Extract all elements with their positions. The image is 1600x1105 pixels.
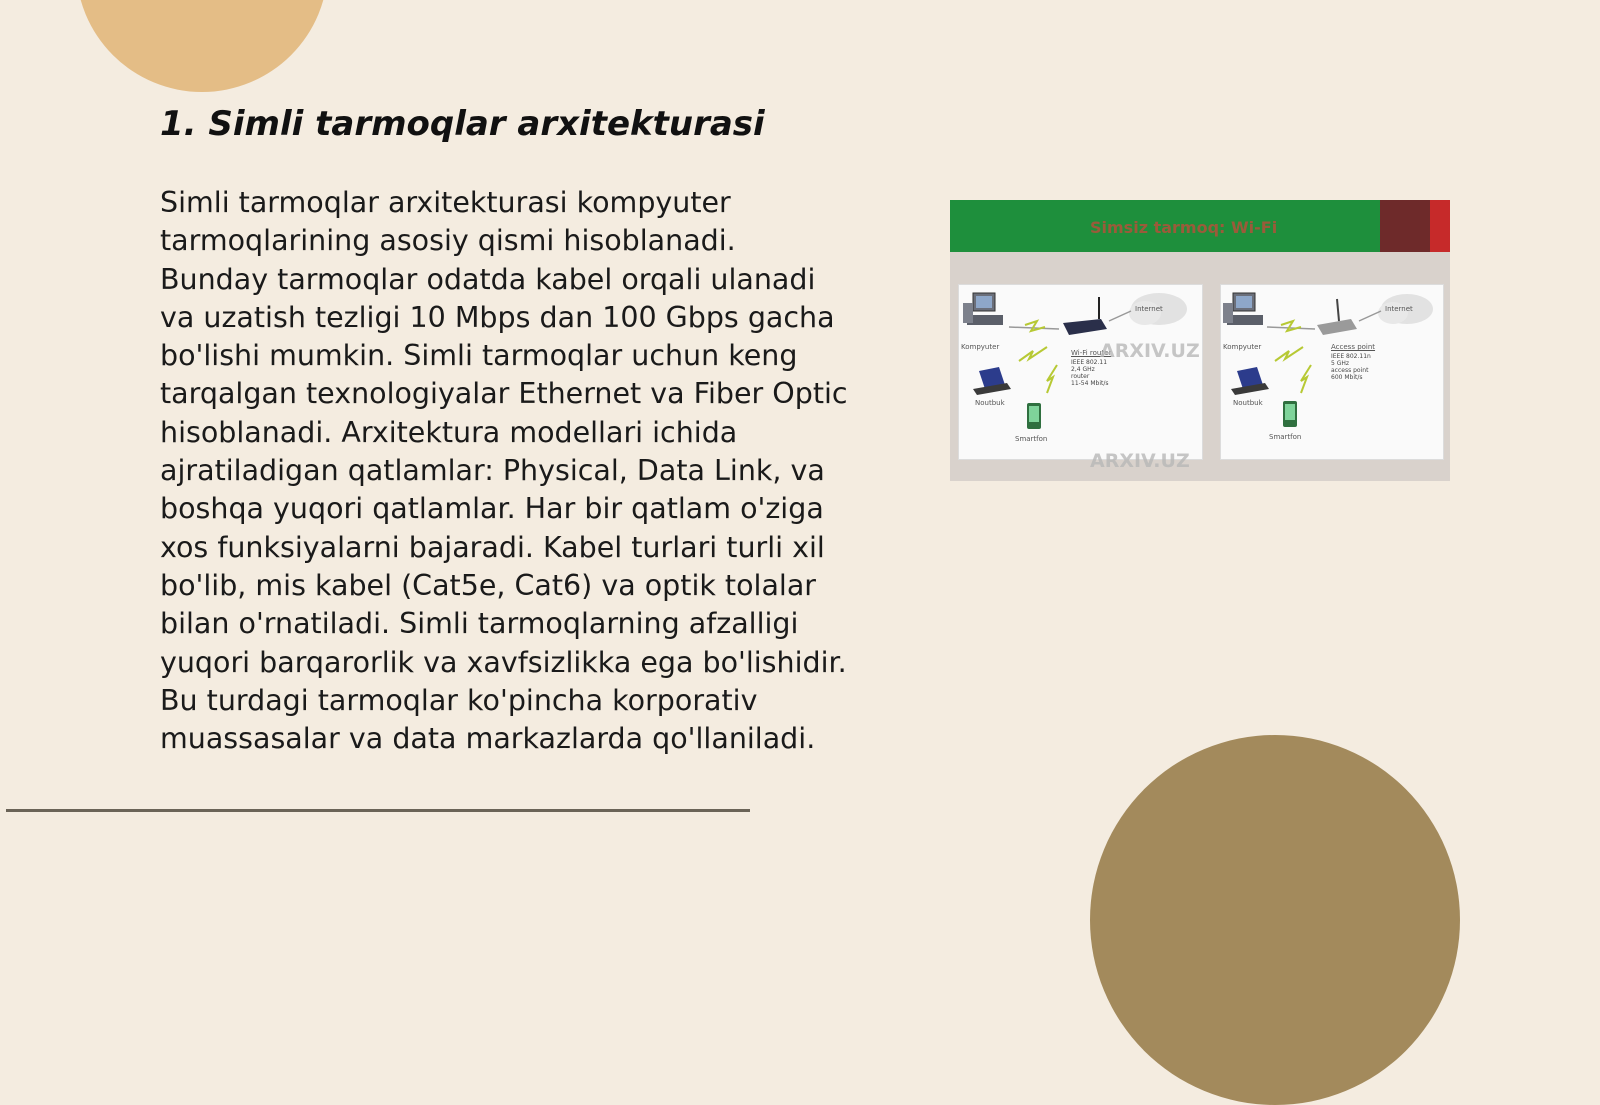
router-note: IEEE 802.11 2,4 GHz router 11-54 Mbit/s [1071, 359, 1109, 387]
slide-title: 1. Simli tarmoqlar arxitekturasi [160, 104, 765, 144]
slide-body-text: Simli tarmoqlar arxitekturasi kompyuter tarmoqlarining asosiy qismi hisoblanadi. Bunday tarmoqlar odatda kabel orqali ulanadi va uzatish tezligi 10 Mbps dan 100 Gbps gacha bo'lishi mumkin. Simli tarmoqlar uchun keng tarqalgan texnologiyalar Ethernet va Fiber Optic hisoblanadi. Arxitektura modellari ichida ajratiladigan qatlamlar: Physical, Data Link, va boshqa yuqori qatlamlar. Har bir qatlam o'ziga xos funksiyalarni bajaradi. Kabel turlari turli xil bo'lib, mis kabel (Cat5e, Cat6) va optik tolalar bilan o'rnatiladi. Simli tarmoqlarning afzalligi yuqori barqarorlik va xavfsizlikka ega bo'lishidir. Bu turdagi tarmoqlar ko'pincha korporativ muassasalar va data markazlarda qo'llaniladi. [160, 186, 848, 756]
computer-icon [1223, 293, 1263, 325]
watermark-text: ARXIV.UZ [1090, 450, 1190, 472]
cloud-label: Internet [1385, 305, 1413, 313]
laptop-label: Noutbuk [975, 399, 1005, 407]
computer-icon [963, 293, 1003, 325]
phone-icon [1027, 403, 1041, 429]
lightning-icon [1275, 347, 1303, 361]
lightning-icon [1019, 347, 1047, 361]
pc-label: Kompyuter [1223, 343, 1262, 351]
laptop-label: Noutbuk [1233, 399, 1263, 407]
phone-icon [1283, 401, 1297, 427]
diagram-panel-right [1220, 284, 1444, 460]
router-label: Wi-Fi router [1071, 349, 1112, 357]
pc-label: Kompyuter [961, 343, 1000, 351]
watermark-text: ARXIV.UZ [1100, 340, 1200, 362]
decorative-circle-top [76, 0, 328, 92]
lightning-icon [1025, 321, 1045, 331]
diagram-panel-left [958, 284, 1203, 460]
image-header-dark-block [1380, 200, 1430, 252]
access-point-icon [1317, 299, 1357, 335]
divider-line [6, 809, 750, 812]
phone-label: Smartfon [1015, 435, 1048, 443]
image-header-text: Simsiz tarmoq: Wi-Fi [1090, 218, 1278, 237]
network-diagram-image [950, 200, 1450, 481]
laptop-icon [973, 367, 1011, 395]
lightning-icon [1047, 365, 1057, 393]
image-header-red-block [1430, 200, 1450, 252]
decorative-circle-bottom [1090, 735, 1460, 1105]
image-header-bar [950, 200, 1380, 252]
phone-label: Smartfon [1269, 433, 1302, 441]
access-point-note: IEEE 802.11n 5 GHz access point 600 Mbit/s [1331, 353, 1371, 381]
lightning-icon [1301, 365, 1311, 393]
laptop-icon [1231, 367, 1269, 395]
router-icon [1063, 297, 1107, 335]
lightning-icon [1281, 321, 1301, 331]
cloud-label: Internet [1135, 305, 1163, 313]
access-point-label: Access point [1331, 343, 1376, 351]
